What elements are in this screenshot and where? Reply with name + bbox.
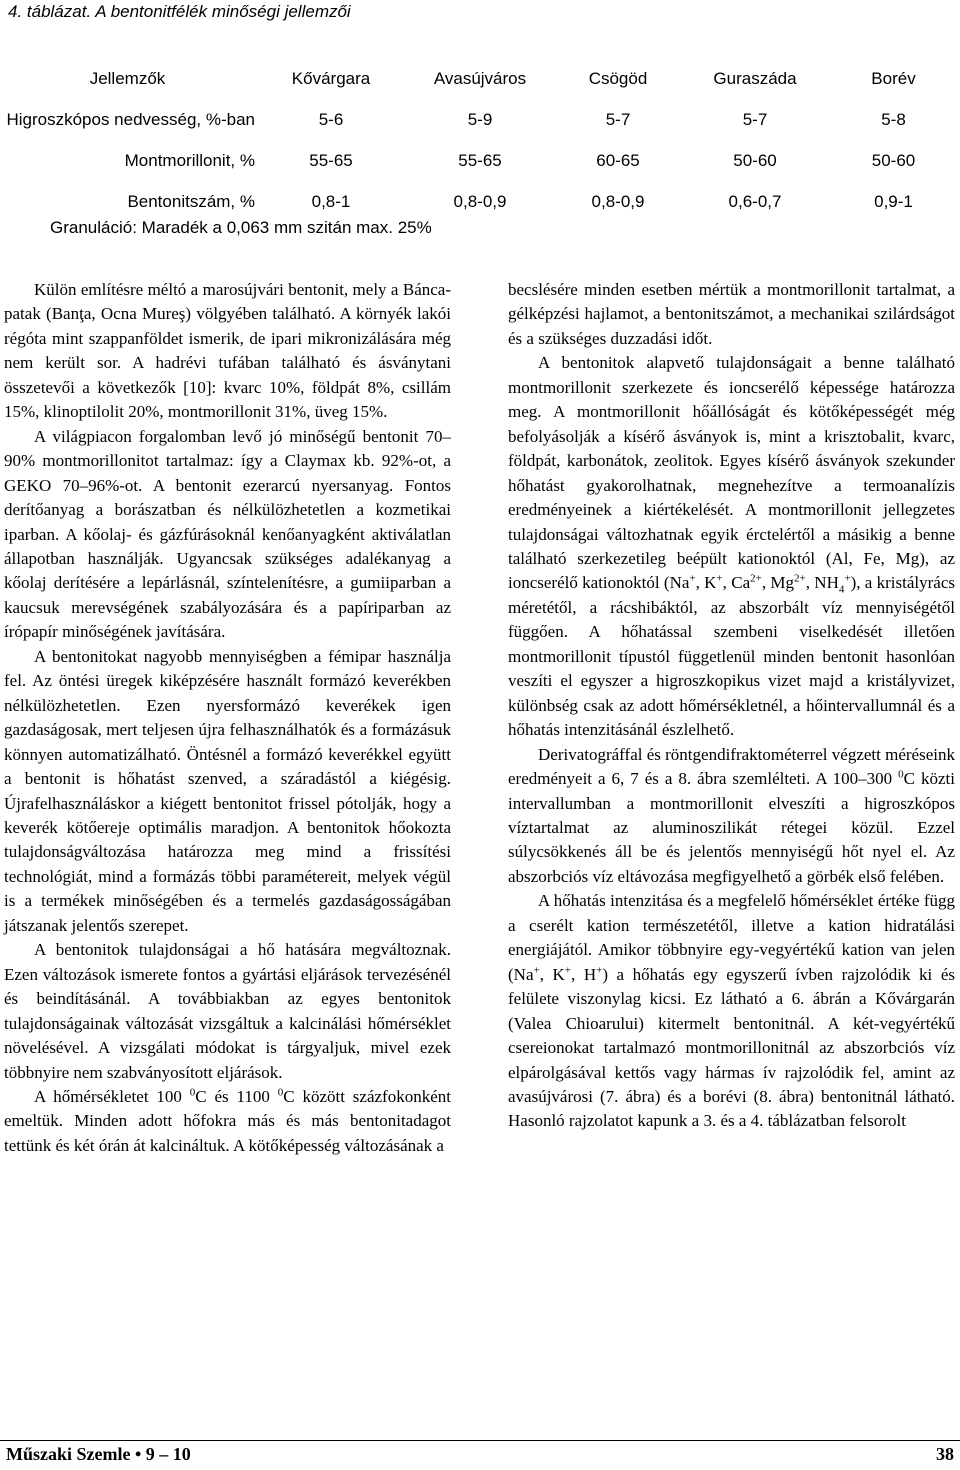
properties-table	[0, 58, 960, 222]
table-cell: 55-65	[458, 150, 502, 170]
text-run: ), a kristályrács méretétől, a rácshibáktól, az abszorbált víz mennyiségétől függően. A hőhatással szembeni viselkedését illetően montmorillonit típustól függetlenül minden bentonit hasonlóan veszíti el egyszer a higroszkopikus vizet majd a kristályvizet, különbség csak az adott hőmérsékletnél, a hőintervallumnál és a hőhatás intenzitásánál észlelhető.	[508, 573, 955, 740]
table-cell: 5-7	[742, 109, 768, 129]
table-header-cell: Guraszáda	[713, 68, 797, 88]
text-run: Derivatográffal és röntgendifraktométerrel végzett méréseink eredményeit a 6, 7 és a 8. ábra szemlélteti. A 100–300	[508, 744, 955, 789]
superscript: +	[564, 964, 572, 977]
superscript: +	[689, 572, 696, 585]
granulation-note: Granuláció: Maradék a 0,063 mm szitán max. 25%	[50, 218, 432, 237]
footer-divider	[0, 1440, 960, 1441]
table-cell: Montmorillonit, %	[124, 150, 255, 170]
table-header-cell: Avasújváros	[433, 68, 527, 88]
table-cell: 60-65	[596, 150, 640, 170]
superscript: +	[596, 964, 603, 977]
left-column	[4, 278, 451, 1158]
paragraph	[508, 743, 955, 890]
text-run: , H	[571, 964, 597, 984]
table-cell: Higroszkópos nedvesség, %-ban	[6, 109, 255, 129]
text-run: A hőhatás intenzitása és a megfelelő hőmérséklet értéke függ a cserélt kation természetétől, illetve a kation hidratálási energiájától. Amikor többnyire egy-vegyértékű kation van jelen (Na	[508, 891, 955, 984]
text-run: , Ca	[722, 573, 751, 593]
paragraph: Külön említésre méltó a marosújvári bentonit, mely a Bánca-patak (Banţa, Ocna Mureş) völgyében található. A környék lakói régóta mint szappanföldet ismerik, de ipari mikronizálására még nem került sor. A hadrévi tufában található és ásványtani összetevői a következők [10]: kvarc 10%, földpát 8%, csillám 15%, klinoptilolit 20%, montmorillonit 31%, üveg 15%.	[4, 280, 451, 422]
text-run: , K	[539, 964, 565, 984]
table-cell: 0,8-0,9	[591, 191, 645, 211]
paragraph: becslésére minden esetben mértük a montmorillonit tartalmat, a gélképzési hajlamot, a bentonitszámot, a mechanikai szilárdságot és a szükséges duzzadási időt.	[508, 280, 955, 348]
table-cell: 55-65	[309, 150, 353, 170]
table-cell: 5-6	[318, 109, 344, 129]
superscript: +	[533, 964, 540, 977]
text-run: C és 1100	[195, 1086, 278, 1106]
superscript: +	[716, 572, 723, 585]
table-cell: 5-7	[605, 109, 631, 129]
subscript: 4	[838, 583, 845, 596]
table-row	[0, 181, 960, 222]
table-cell: Bentonitszám, %	[127, 191, 255, 211]
text-run: C közti intervallumban a montmorillonit elveszíti a higroszkópos víztartalmat az aluminoszilikát rétegei közül. Ezzel súlycsökkenés áll be és jelentős mennyiségű hőt nyel el. Az abszorbciós víz eltávozása megfigyelhető a görbék első felében.	[508, 769, 955, 886]
table-cell: 50-60	[733, 150, 777, 170]
table-header-cell: Borév	[871, 68, 916, 88]
text-run: C között százfokonként emeltük. Minden adott hőfokra más és más bentonitadagot tettünk és két órán át kalcináltuk. A kötőképesség változásának a	[4, 1086, 451, 1155]
table-row	[0, 99, 960, 140]
table-cell: 0,9-1	[874, 191, 913, 211]
table-caption: 4. táblázat. A bentonitfélék minőségi jellemzői	[8, 2, 351, 21]
superscript: 0	[898, 768, 904, 781]
superscript: 0	[277, 1086, 284, 1099]
paragraph: A világpiacon forgalomban levő jó minőségű bentonit 70–90% montmorillonitot tartalmaz: így a Claymax kb. 92%-ot, a GEKO 70–96%-ot. A bentonit ezerarcú nyersanyag. Fontos derítőanyag a borászatban és nélkülözhetetlen a kozmetikai iparban. A kőolaj- és gázfúrásoknál kenőanyagként aktiválatlan állapotban használják. Ugyancsak szükséges adalékanyag a kőolaj derítésére a lepárlásnál, színtelenítésre, a gumiiparban a kaucsuk merevségének szabályozására és a papíriparban az írópapír minőségének javítására.	[4, 426, 451, 642]
table-row	[0, 140, 960, 181]
right-column	[508, 278, 955, 1134]
table-header-cell: Jellemzők	[89, 68, 166, 88]
paragraph	[508, 351, 955, 742]
text-run: A bentonitok alapvető tulajdonságait a benne található montmorillonit szerkezete és ioncserélő képessége határozza meg. A montmorillonit hőállóságát és kötőképességét még befolyásolják a kísérő ásványok is, mint a krisztobalit, kvarc, földpát, karbonátok, zeolitok. Egyes kísérő ásványok szekunder hőhatást gyakorolhatnak, megnehezítve a termoanalízis eredményeinek a kiértékelését. A montmorillonit jellegzetes tulajdonságai változhatnak egyik érctelértől a másikig a benne található szerkezetileg beépült kationoktól (Al, Fe, Mg), az ioncserélő kationoktól (Na	[508, 353, 955, 593]
superscript: 2+	[794, 572, 806, 585]
footer-journal: Műszaki Szemle • 9 – 10	[6, 1444, 191, 1464]
paragraph: A bentonitokat nagyobb mennyiségben a fémipar használja fel. Az öntési üregek kiképzésére használt formázó keverékben nélkülözhetetlen. Ezen nyersformázó keverékek igen gazdaságosak, mert teljesen újra felhasználhatók és a formázásuk könnyen automatizálható. Öntésnél a formázó keverékkel együtt a bentonit is hőhatást szenved, a száradástól a kiégésig. Újrafelhasználáskor a kiégett bentonitot frissel pótolják, hogy a keverék kötőereje optimális maradjon. A bentonitok hőokozta tulajdonságváltozása határozza meg mind a frissítési technológiát, mind a formázás többi paramétereit, melyek végül is a termékek minőségében és a termelés gazdaságosságában játszanak jelentős szerepet.	[4, 646, 451, 935]
table-cell: 5-8	[881, 109, 906, 129]
superscript: 2+	[750, 572, 762, 585]
table-cell: 0,8-0,9	[453, 191, 507, 211]
text-run: , Mg	[761, 573, 795, 593]
text-run: ) a hőhatás egy egyszerű ívben rajzolódik ki és felülete viszonylag kicsi. Ez látható a 6. ábrán a Kővárgarán (Valea Chioarului) kitermelt bentonitnál. A két-vegyértékű csereionokat tartalmazó montmorillonitnál az abszorbciós víz elpárolgásával kettős vagy hármas ív rajzolódik fel, amint az avasújvárosi (7. ábra) és a borévi (8. ábra) bentonitnál látható. Hasonló rajzolatot kapunk a 3. és a 4. táblázatban felsorolt	[508, 964, 955, 1131]
paragraph	[508, 889, 955, 1134]
footer-page-number: 38	[936, 1444, 954, 1464]
paragraph: A bentonitok tulajdonságai a hő hatására megváltoznak. Ezen változások ismerete fontos a gyártási eljárások tervezésénél és beindításánál. A továbbiakban az egyes bentonitok tulajdonságainak változását vizsgáltuk a kalcinálási hőmérséklet növelésével. A vizsgálati módokat is tárgyaljuk, mivel ezek többnyire nem szabványosított eljárások.	[4, 940, 451, 1082]
text-run: A hőmérsékletet 100	[34, 1086, 190, 1106]
superscript: +	[844, 572, 851, 585]
table-cell: 0,8-1	[311, 191, 351, 211]
paragraph	[4, 1085, 451, 1158]
text-run: , K	[695, 573, 717, 593]
table-cell: 50-60	[871, 150, 916, 170]
table-cell: 0,6-0,7	[728, 191, 782, 211]
table-header-cell: Csögöd	[588, 68, 648, 88]
table-cell: 5-9	[467, 109, 493, 129]
table-header-cell: Kővárgara	[291, 68, 371, 88]
text-run: , NH	[805, 573, 839, 593]
superscript: 0	[189, 1086, 196, 1099]
table-header-row	[0, 58, 960, 99]
